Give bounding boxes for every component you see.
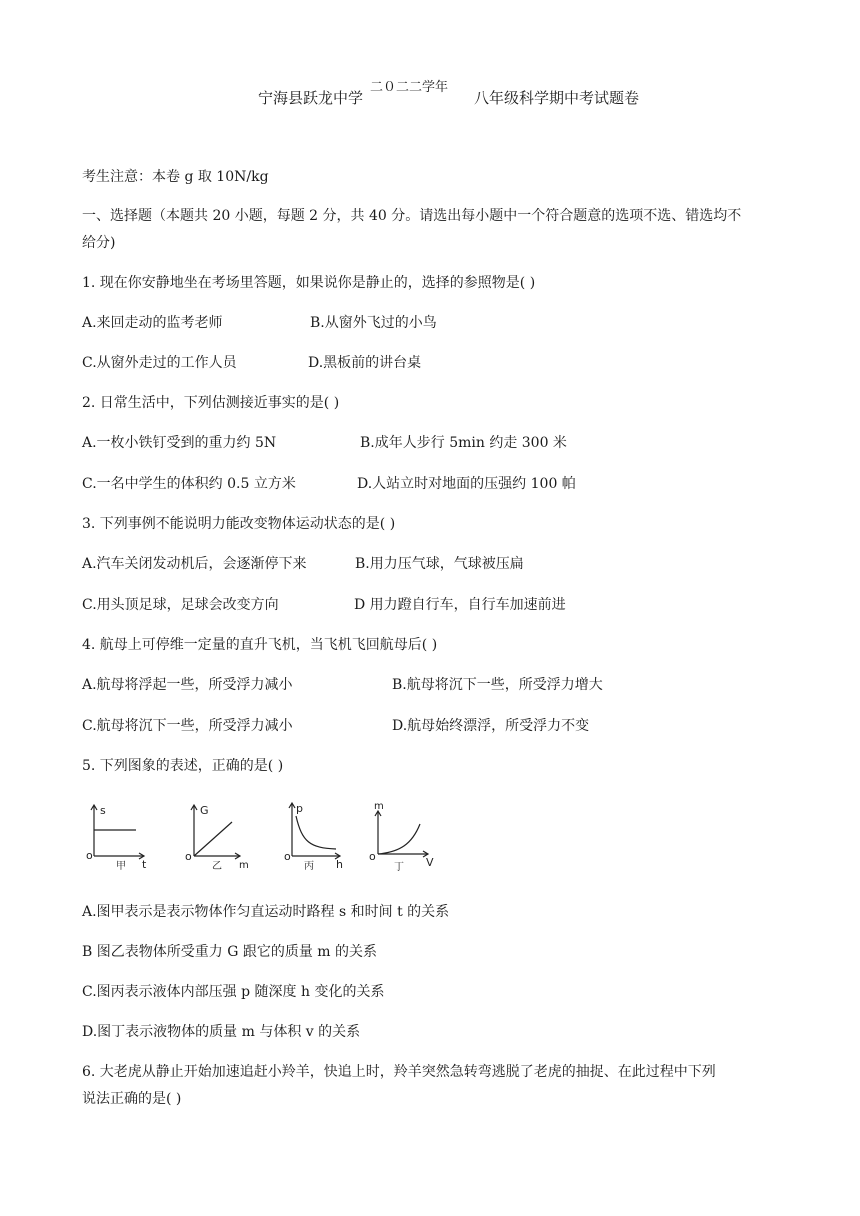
question-3-option-d: D 用力蹬自行车，自行车加速前进 xyxy=(354,597,566,613)
question-1-option-c: C.从窗外走过的工作人员 xyxy=(82,355,237,371)
question-1-stem: 1. 现在你安静地坐在考场里答题，如果说你是静止的，选择的参照物是( ) xyxy=(82,275,536,291)
exam-title: 八年级科学期中考试题卷 xyxy=(474,89,640,107)
question-4-option-d: D.航母始终漂浮，所受浮力不变 xyxy=(392,718,590,734)
graph-yi xyxy=(191,805,240,859)
graph-bing-y-label: p xyxy=(296,802,303,815)
question-3-stem: 3. 下列事例不能说明力能改变物体运动状态的是( ) xyxy=(82,516,396,532)
graph-jia-y-label: s xyxy=(100,804,106,817)
graph-jia-origin: o xyxy=(86,849,93,862)
question-2-stem: 2. 日常生活中，下列估测接近事实的是( ) xyxy=(82,395,340,411)
section-heading-line2: 给分) xyxy=(82,235,116,251)
graph-yi-name: 乙 xyxy=(212,861,222,872)
question-1-option-d: D.黑板前的讲台桌 xyxy=(308,355,422,371)
question-5-option-a: A.图甲表示是表示物体作匀直运动时路程 s 和时间 t 的关系 xyxy=(82,904,450,920)
school-year: 二０二二学年 xyxy=(370,80,449,95)
question-5-option-c: C.图丙表示液体内部压强 p 随深度 h 变化的关系 xyxy=(82,984,385,1000)
graph-jia xyxy=(91,805,144,859)
section-heading-line1: 一、选择题（本题共 20 小题，每题 2 分，共 40 分。请选出每小题中一个符合题意的选项不选、错选均不 xyxy=(82,208,742,224)
question-2-option-a: A.一枚小铁钉受到的重力约 5N xyxy=(82,435,277,451)
graph-jia-x-label: t xyxy=(142,858,147,871)
question-6-stem-line1: 6. 大老虎从静止开始加速追赶小羚羊，快追上时，羚羊突然急转弯逃脱了老虎的抽捉、在此过程中下列 xyxy=(82,1064,716,1080)
graph-ding-x-label: V xyxy=(426,856,434,869)
question-5-stem: 5. 下列图象的表述，正确的是( ) xyxy=(82,758,284,774)
graph-bing-x-label: h xyxy=(336,858,343,871)
graph-bing-name: 丙 xyxy=(304,861,314,872)
question-2-option-b: B.成年人步行 5min 约走 300 米 xyxy=(360,435,567,451)
question-3-option-a: A.汽车关闭发动机后，会逐渐停下来 xyxy=(82,556,307,572)
question-4-stem: 4. 航母上可停维一定量的直升飞机，当飞机飞回航母后( ) xyxy=(82,637,438,653)
graph-ding-y-label: m xyxy=(374,801,384,812)
graph-yi-x-label: m xyxy=(239,860,249,871)
graph-bing-curve xyxy=(296,816,336,849)
question-4-option-a: A.航母将浮起一些，所受浮力减小 xyxy=(82,677,293,693)
graph-jia-name: 甲 xyxy=(116,861,126,872)
question-5-option-d: D.图丁表示液物体的质量 m 与体积 v 的关系 xyxy=(82,1024,361,1040)
graph-ding-origin: o xyxy=(369,850,376,863)
graph-ding-curve xyxy=(378,824,420,854)
question-5-option-b: B 图乙表物体所受重力 G 跟它的质量 m 的关系 xyxy=(82,944,377,960)
graph-ding xyxy=(375,811,428,857)
question-4-option-c: C.航母将沉下一些，所受浮力减小 xyxy=(82,718,293,734)
exam-notice: 考生注意：本卷 g 取 10N/kg xyxy=(82,169,269,185)
question-4-option-b: B.航母将沉下一些，所受浮力增大 xyxy=(392,677,603,693)
graph-yi-y-label: G xyxy=(200,804,209,817)
question-2-option-c: C.一名中学生的体积约 0.5 立方米 xyxy=(82,476,296,492)
question-6-stem-line2: 说法正确的是( ) xyxy=(82,1091,182,1107)
graph-bing-origin: o xyxy=(284,850,291,863)
question-3-option-c: C.用头顶足球，足球会改变方向 xyxy=(82,597,279,613)
graph-ding-name: 丁 xyxy=(394,862,404,873)
question-3-option-b: B.用力压气球，气球被压扁 xyxy=(355,556,524,572)
question-1-option-b: B.从窗外飞过的小鸟 xyxy=(310,315,437,331)
graph-yi-origin: o xyxy=(185,850,192,863)
graph-yi-curve xyxy=(194,822,232,856)
question-5-graphs xyxy=(82,798,462,878)
question-1-option-a: A.来回走动的监考老师 xyxy=(82,315,223,331)
school-name: 宁海县跃龙中学 xyxy=(258,89,364,107)
question-2-option-d: D.人站立时对地面的压强约 100 帕 xyxy=(357,476,576,492)
